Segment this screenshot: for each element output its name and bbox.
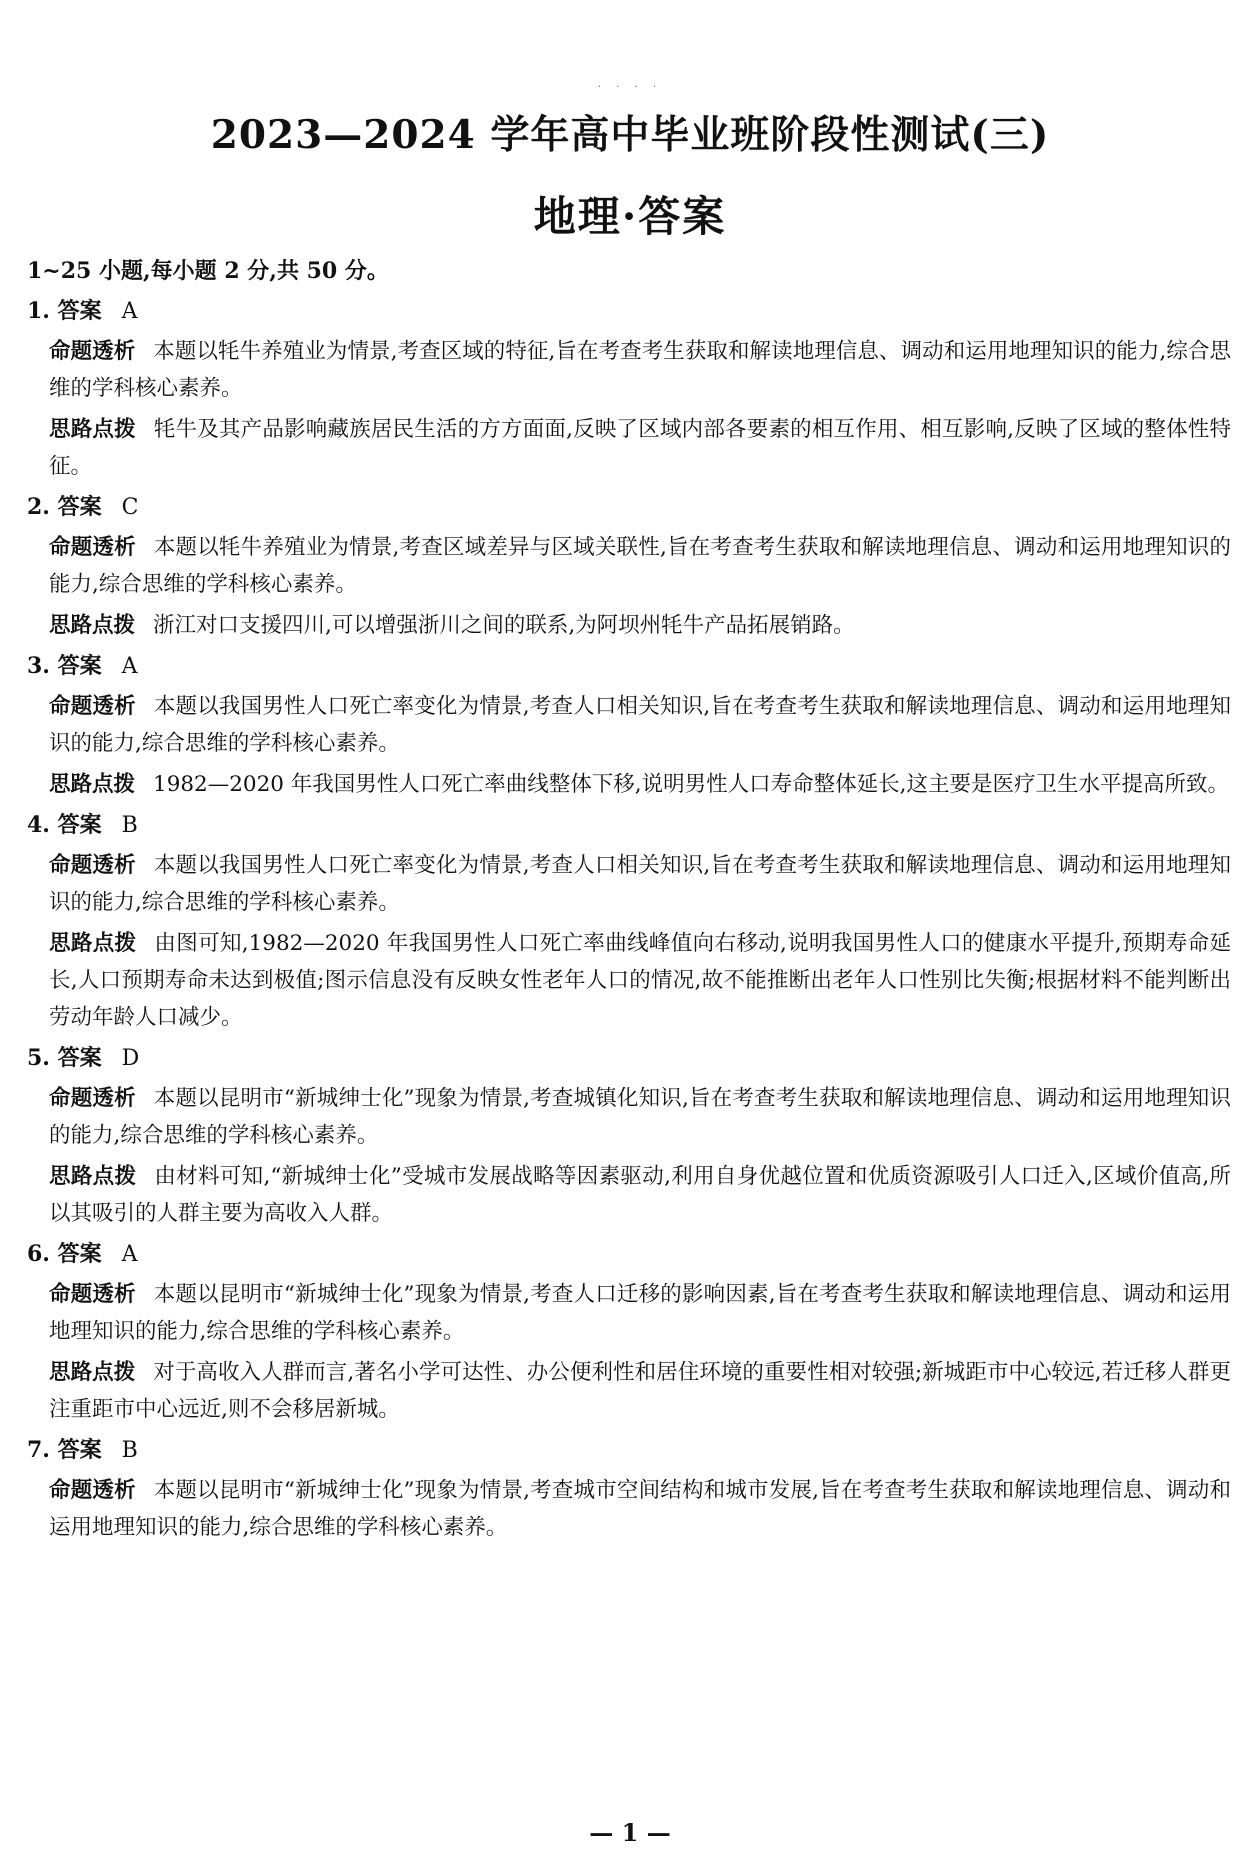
question-3-header (27, 648, 1231, 688)
header-mark: · · · · (597, 82, 663, 93)
question-2-analysis (27, 529, 1231, 603)
question-2-header (27, 489, 1231, 529)
question-label: 2. 答案 (27, 494, 102, 520)
question-4-analysis (27, 847, 1231, 921)
question-5-hint (27, 1158, 1231, 1232)
question-1-header (27, 293, 1231, 333)
answer-letter: C (121, 495, 139, 520)
question-1-hint (27, 411, 1231, 485)
question-6-hint (27, 1354, 1231, 1428)
hint-text: 由材料可知,“新城绅士化”受城市发展战略等因素驱动,利用自身优越位置和优质资源吸引人口迁入,区域价值高,所以其吸引的人群主要为高收入人群。 (49, 1164, 1231, 1226)
question-7-header (27, 1432, 1231, 1472)
question-3-analysis (27, 688, 1231, 762)
question-label: 4. 答案 (27, 812, 102, 838)
hint-text: 牦牛及其产品影响藏族居民生活的方方面面,反映了区域内部各要素的相互作用、相互影响,反映了区域的整体性特征。 (49, 417, 1231, 479)
hint-tag: 思路点拨 (49, 417, 136, 442)
analysis-text: 本题以昆明市“新城绅士化”现象为情景,考查人口迁移的影响因素,旨在考查考生获取和解读地理信息、调动和运用地理知识的能力,综合思维的学科核心素养。 (49, 1282, 1231, 1344)
analysis-tag: 命题透析 (49, 853, 136, 878)
question-label: 1. 答案 (27, 298, 102, 324)
analysis-text: 本题以牦牛养殖业为情景,考查区域差异与区域关联性,旨在考查考生获取和解读地理信息、调动和运用地理知识的能力,综合思维的学科核心素养。 (49, 535, 1231, 597)
analysis-tag: 命题透析 (49, 1282, 136, 1307)
hint-text: 对于高收入人群而言,著名小学可达性、办公便利性和居住环境的重要性相对较强;新城距市中心较远,若迁移人群更注重距市中心远近,则不会移居新城。 (49, 1360, 1231, 1422)
question-5-analysis (27, 1080, 1231, 1154)
question-label: 6. 答案 (27, 1241, 102, 1267)
answer-letter: A (121, 1242, 138, 1267)
hint-tag: 思路点拨 (49, 1360, 136, 1385)
answer-letter: D (121, 1046, 140, 1071)
analysis-tag: 命题透析 (49, 1478, 136, 1503)
answer-content (27, 253, 1231, 1550)
analysis-text: 本题以我国男性人口死亡率变化为情景,考查人口相关知识,旨在考查考生获取和解读地理信息、调动和运用地理知识的能力,综合思维的学科核心素养。 (49, 853, 1231, 915)
page-title: 2023—2024 学年高中毕业班阶段性测试(三) (210, 112, 1050, 158)
hint-tag: 思路点拨 (49, 772, 136, 797)
question-5-header (27, 1040, 1231, 1080)
hint-tag: 思路点拨 (49, 613, 136, 638)
question-label: 3. 答案 (27, 653, 102, 679)
section-intro: 1~25 小题,每小题 2 分,共 50 分。 (27, 258, 389, 284)
answer-letter: A (121, 299, 138, 324)
subject-title: 地理·答案 (533, 192, 727, 241)
hint-text: 由图可知,1982—2020 年我国男性人口死亡率曲线峰值向右移动,说明我国男性人口的健康水平提升,预期寿命延长,人口预期寿命未达到极值;图示信息没有反映女性老年人口的情况,故不能推断出老年人口性别比失衡;根据材料不能判断出劳动年龄人口减少。 (49, 931, 1231, 1030)
analysis-tag: 命题透析 (49, 339, 136, 364)
question-1-analysis (27, 333, 1231, 407)
hint-text: 1982—2020 年我国男性人口死亡率曲线整体下移,说明男性人口寿命整体延长,这主要是医疗卫生水平提高所致。 (153, 772, 1229, 797)
question-7-analysis (27, 1472, 1231, 1546)
answer-letter: B (121, 813, 138, 838)
analysis-tag: 命题透析 (49, 694, 136, 719)
question-4-hint (27, 925, 1231, 1036)
analysis-tag: 命题透析 (49, 535, 136, 560)
question-label: 5. 答案 (27, 1045, 102, 1071)
hint-tag: 思路点拨 (49, 931, 137, 956)
hint-text: 浙江对口支援四川,可以增强浙川之间的联系,为阿坝州牦牛产品拓展销路。 (153, 613, 855, 638)
question-3-hint (27, 766, 1231, 803)
page-number: — 1 — (589, 1818, 671, 1847)
hint-tag: 思路点拨 (49, 1164, 137, 1189)
analysis-text: 本题以我国男性人口死亡率变化为情景,考查人口相关知识,旨在考查考生获取和解读地理信息、调动和运用地理知识的能力,综合思维的学科核心素养。 (49, 694, 1231, 756)
analysis-tag: 命题透析 (49, 1086, 136, 1111)
answer-letter: A (121, 654, 138, 679)
answer-letter: B (121, 1438, 138, 1463)
question-6-header (27, 1236, 1231, 1276)
analysis-text: 本题以昆明市“新城绅士化”现象为情景,考查城镇化知识,旨在考查考生获取和解读地理信息、调动和运用地理知识的能力,综合思维的学科核心素养。 (49, 1086, 1231, 1148)
analysis-text: 本题以牦牛养殖业为情景,考查区域的特征,旨在考查考生获取和解读地理信息、调动和运用地理知识的能力,综合思维的学科核心素养。 (49, 339, 1231, 401)
analysis-text: 本题以昆明市“新城绅士化”现象为情景,考查城市空间结构和城市发展,旨在考查考生获取和解读地理信息、调动和运用地理知识的能力,综合思维的学科核心素养。 (49, 1478, 1231, 1540)
question-2-hint (27, 607, 1231, 644)
question-6-analysis (27, 1276, 1231, 1350)
question-label: 7. 答案 (27, 1437, 102, 1463)
question-4-header (27, 807, 1231, 847)
